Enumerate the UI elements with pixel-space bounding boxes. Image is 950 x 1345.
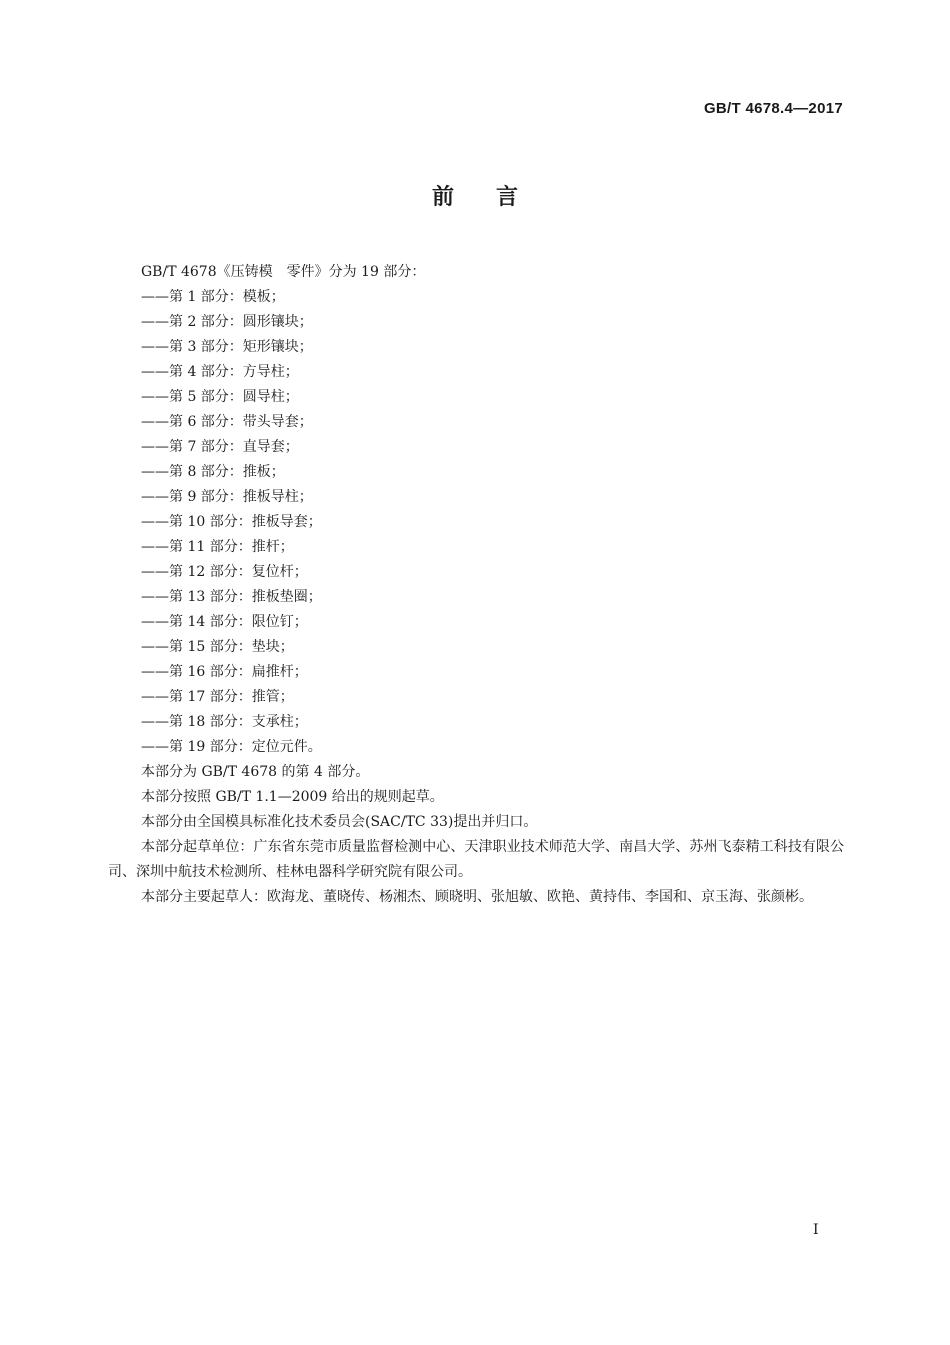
parts-list [108, 285, 844, 760]
list-item: ——第 5 部分：圆导柱； [141, 389, 299, 405]
drafting-rules: 本部分按照 GB/T 1.1—2009 给出的规则起草。 [141, 789, 444, 805]
list-item: ——第 9 部分：推板导柱； [141, 489, 313, 505]
list-item: ——第 15 部分：垫块； [141, 639, 294, 655]
list-item: ——第 4 部分：方导柱； [141, 364, 299, 380]
proposer-statement: 本部分由全国模具标准化技术委员会(SAC/TC 33)提出并归口。 [141, 814, 538, 830]
part-statement: 本部分为 GB/T 4678 的第 4 部分。 [141, 764, 370, 780]
list-item: ——第 8 部分：推板； [141, 464, 285, 480]
list-item: ——第 17 部分：推管； [141, 689, 294, 705]
list-item: ——第 1 部分：模板； [141, 289, 285, 305]
list-item: ——第 12 部分：复位杆； [141, 564, 308, 580]
drafters: 本部分主要起草人：欧海龙、董晓传、杨湘杰、顾晓明、张旭敏、欧艳、黄持伟、李国和、京玉海、张颜彬。 [141, 889, 813, 905]
page-number: I [813, 1222, 819, 1238]
drafting-units: 本部分起草单位：广东省东莞市质量监督检测中心、天津职业技术师范大学、南昌大学、苏州飞泰精工科技有限公司、深圳中航技术检测所、桂林电器科学研究院有限公司。 [108, 839, 844, 880]
list-item: ——第 13 部分：推板垫圈； [141, 589, 322, 605]
list-item: ——第 10 部分：推板导套； [141, 514, 322, 530]
list-item: ——第 14 部分：限位钉； [141, 614, 308, 630]
list-item: ——第 6 部分：带头导套； [141, 414, 313, 430]
page-title: 前言 [431, 185, 560, 210]
list-item: ——第 16 部分：扁推杆； [141, 664, 308, 680]
list-item: ——第 11 部分：推杆； [141, 539, 294, 555]
foreword-body [108, 260, 844, 910]
list-item: ——第 2 部分：圆形镶块； [141, 314, 313, 330]
list-item: ——第 19 部分：定位元件。 [141, 739, 322, 755]
list-item: ——第 3 部分：矩形镶块； [141, 339, 313, 355]
list-item: ——第 7 部分：直导套； [141, 439, 299, 455]
list-item: ——第 18 部分：支承柱； [141, 714, 308, 730]
intro-paragraph: GB/T 4678《压铸模 零件》分为 19 部分： [141, 264, 426, 280]
standard-number: GB/T 4678.4—2017 [703, 100, 843, 117]
